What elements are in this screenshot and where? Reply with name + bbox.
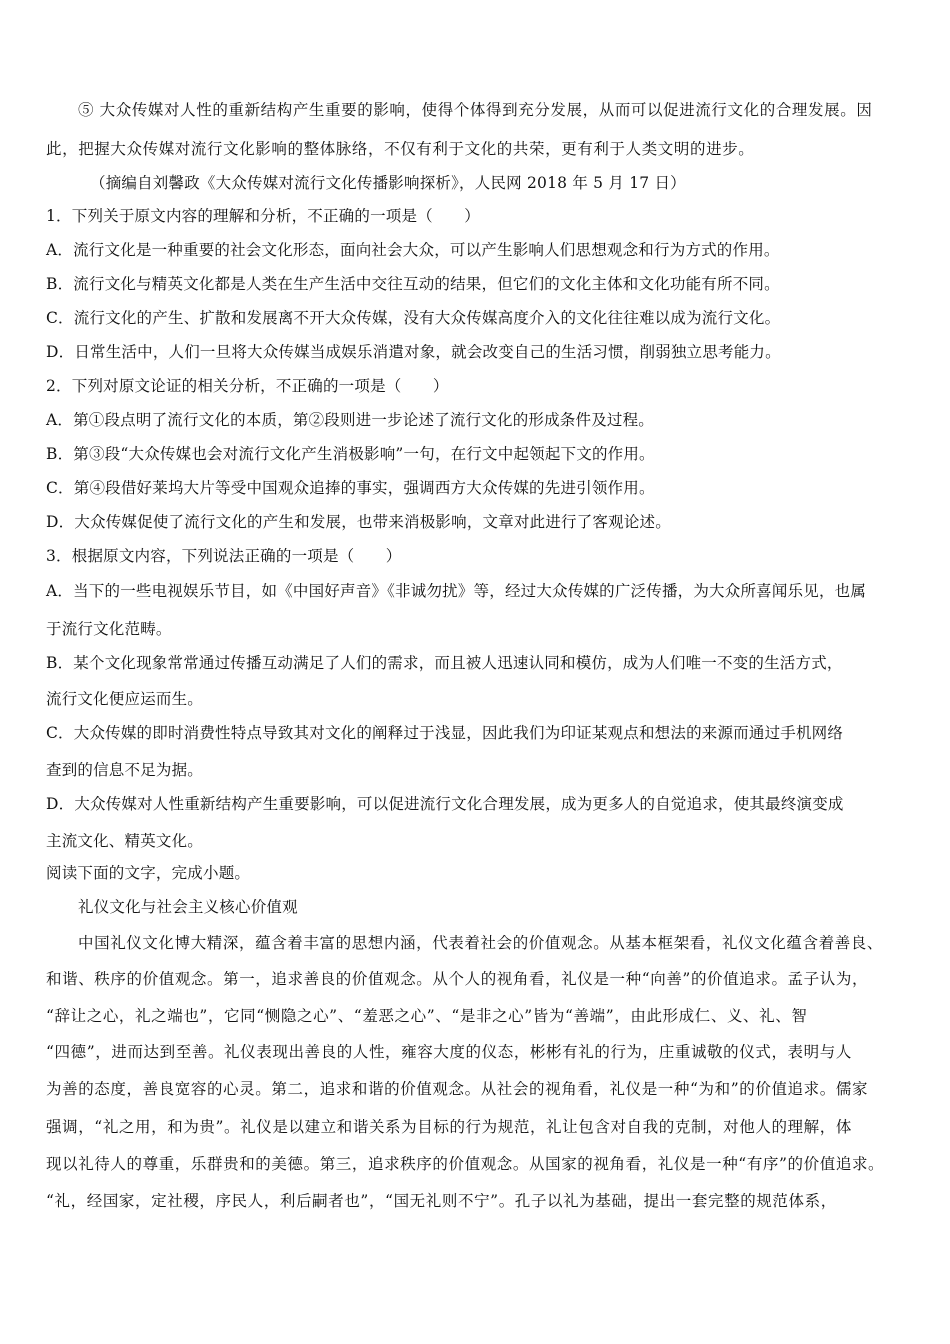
question-3-option-a-line-2: 于流行文化范畴。 [46, 620, 172, 638]
paragraph-5-line-1: ⑤ 大众传媒对人性的重新结构产生重要的影响，使得个体得到充分发展，从而可以促进流行文化的合理发展。因 [78, 101, 873, 119]
source-citation: （摘编自刘馨政《大众传媒对流行文化传播影响探析》，人民网 2018 年 5 月 17 日） [90, 174, 686, 192]
question-1-option-d: D．日常生活中，人们一旦将大众传媒当成娱乐消遣对象，就会改变自己的生活习惯，削弱独立思考能力。 [46, 343, 781, 361]
question-2-option-d: D．大众传媒促使了流行文化的产生和发展，也带来消极影响，文章对此进行了客观论述。 [46, 513, 671, 531]
article-line-4: “四德”，进而达到至善。礼仪表现出善良的人性，雍容大度的仪态，彬彬有礼的行为，庄重诚敬的仪式，表明与人 [46, 1043, 852, 1061]
article-line-8: “礼，经国家，定社稷，序民人，利后嗣者也”，“国无礼则不宁”。孔子以礼为基础，提出一套完整的规范体系， [46, 1192, 837, 1210]
question-3-option-a-line-1: A．当下的一些电视娱乐节目，如《中国好声音》《非诚勿扰》等，经过大众传媒的广泛传播，为大众所喜闻乐见，也属 [46, 582, 867, 600]
question-2-option-a: A．第①段点明了流行文化的本质，第②段则进一步论述了流行文化的形成条件及过程。 [46, 411, 654, 429]
question-3-option-b-line-2: 流行文化便应运而生。 [46, 690, 204, 708]
question-1-option-a: A．流行文化是一种重要的社会文化形态，面向社会大众，可以产生影响人们思想观念和行为方式的作用。 [46, 241, 780, 259]
question-2-stem: 2．下列对原文论证的相关分析，不正确的一项是（ ） [46, 377, 449, 395]
question-3-option-d-line-1: D．大众传媒对人性重新结构产生重要影响，可以促进流行文化合理发展，成为更多人的自觉追求，使其最终演变成 [46, 795, 844, 813]
question-3-option-b-line-1: B．某个文化现象常常通过传播互动满足了人们的需求，而且被人迅速认同和模仿，成为人们唯一不变的生活方式， [46, 654, 843, 672]
reading-instruction: 阅读下面的文字，完成小题。 [46, 864, 251, 882]
question-1-stem: 1．下列关于原文内容的理解和分析，不正确的一项是（ ） [46, 207, 480, 225]
question-3-option-c-line-2: 查到的信息不足为据。 [46, 761, 204, 779]
question-2-option-c: C．第④段借好莱坞大片等受中国观众追捧的事实，强调西方大众传媒的先进引领作用。 [46, 479, 655, 497]
article-line-2: 和谐、秩序的价值观念。第一，追求善良的价值观念。从个人的视角看，礼仪是一种“向善”的价值追求。孟子认为， [46, 970, 869, 988]
question-3-stem: 3．根据原文内容，下列说法正确的一项是（ ） [46, 547, 402, 565]
paragraph-5-line-2: 此，把握大众传媒对流行文化影响的整体脉络，不仅有利于文化的共荣，更有利于人类文明的进步。 [46, 140, 755, 158]
article-title: 礼仪文化与社会主义核心价值观 [78, 898, 298, 916]
question-3-option-c-line-1: C．大众传媒的即时消费性特点导致其对文化的阐释过于浅显，因此我们为印证某观点和想法的来源而通过手机网络 [46, 724, 844, 742]
article-line-1: 中国礼仪文化博大精深，蕴含着丰富的思想内涵，代表着社会的价值观念。从基本框架看，礼仪文化蕴含着善良、 [78, 934, 884, 952]
question-3-option-d-line-2: 主流文化、精英文化。 [46, 832, 204, 850]
question-2-option-b: B．第③段“大众传媒也会对流行文化产生消极影响”一句，在行文中起领起下文的作用。 [46, 445, 655, 463]
article-line-3: “辞让之心，礼之端也”，它同“恻隐之心”、“羞恶之心”、“是非之心”皆为“善端”，由此形成仁、义、礼、智 [46, 1007, 808, 1025]
article-line-7: 现以礼待人的尊重，乐群贵和的美德。第三，追求秩序的价值观念。从国家的视角看，礼仪是一种“有序”的价值追求。 [46, 1155, 885, 1173]
article-line-5: 为善的态度，善良宽容的心灵。第二，追求和谐的价值观念。从社会的视角看，礼仪是一种“为和”的价值追求。儒家 [46, 1080, 869, 1098]
article-line-6: 强调，“礼之用，和为贵”。礼仪是以建立和谐关系为目标的行为规范，礼让包含对自我的克制，对他人的理解，体 [46, 1118, 852, 1136]
question-1-option-c: C．流行文化的产生、扩散和发展离不开大众传媒，没有大众传媒高度介入的文化往往难以成为流行文化。 [46, 309, 781, 327]
question-1-option-b: B．流行文化与精英文化都是人类在生产生活中交往互动的结果，但它们的文化主体和文化功能有所不同。 [46, 275, 780, 293]
